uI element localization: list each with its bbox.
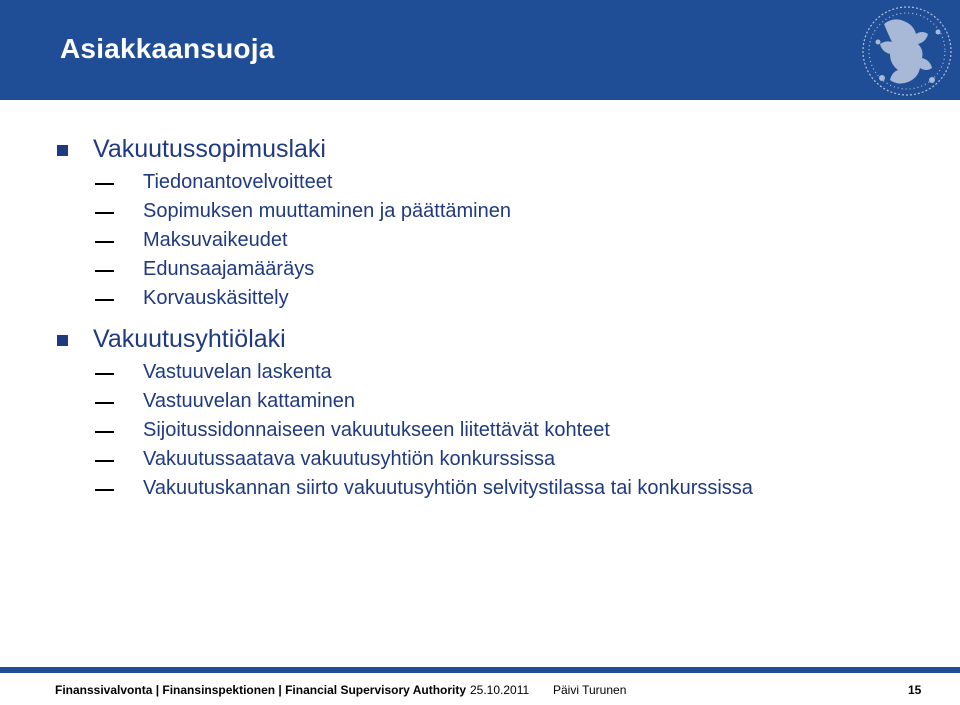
dash-bullet-icon bbox=[95, 241, 114, 243]
dash-bullet-icon bbox=[95, 460, 114, 462]
section-title: Vakuutussopimuslaki bbox=[93, 135, 326, 163]
list-item: Vakuutussaatava vakuutusyhtiön konkurssissa bbox=[143, 448, 556, 470]
page-number: 15 bbox=[908, 683, 922, 697]
dash-bullet-icon bbox=[95, 299, 114, 301]
footer-organization: Finanssivalvonta | Finansinspektionen | Financial Supervisory Authority bbox=[55, 683, 467, 697]
dash-bullet-icon bbox=[95, 431, 114, 433]
list-item: Vakuutuskannan siirto vakuutusyhtiön selvitystilassa tai konkurssissa bbox=[143, 477, 753, 499]
footer-date: 25.10.2011 bbox=[470, 683, 530, 697]
dash-bullet-icon bbox=[95, 373, 114, 375]
dash-bullet-icon bbox=[95, 402, 114, 404]
finnish-lion-crest-icon bbox=[854, 2, 960, 100]
dash-bullet-icon bbox=[95, 270, 114, 272]
dash-bullet-icon bbox=[95, 489, 114, 491]
list-item: Tiedonantovelvoitteet bbox=[143, 171, 333, 193]
list-item: Vastuuvelan kattaminen bbox=[143, 390, 355, 412]
square-bullet-icon bbox=[57, 335, 68, 346]
list-item: Edunsaajamääräys bbox=[143, 258, 315, 280]
dash-bullet-icon bbox=[95, 212, 114, 214]
footer-author: Päivi Turunen bbox=[553, 683, 627, 697]
slide-footer bbox=[0, 667, 960, 705]
list-item: Maksuvaikeudet bbox=[143, 229, 288, 251]
list-item: Korvauskäsittely bbox=[143, 287, 289, 309]
slide-header bbox=[0, 0, 960, 100]
list-item: Vastuuvelan laskenta bbox=[143, 361, 332, 383]
square-bullet-icon bbox=[57, 145, 68, 156]
slide-title: Asiakkaansuoja bbox=[60, 33, 275, 64]
list-item: Sopimuksen muuttaminen ja päättäminen bbox=[143, 200, 511, 222]
dash-bullet-icon bbox=[95, 183, 114, 185]
section-title: Vakuutusyhtiölaki bbox=[93, 325, 286, 353]
list-item: Sijoitussidonnaiseen vakuutukseen liitettävät kohteet bbox=[143, 419, 610, 441]
